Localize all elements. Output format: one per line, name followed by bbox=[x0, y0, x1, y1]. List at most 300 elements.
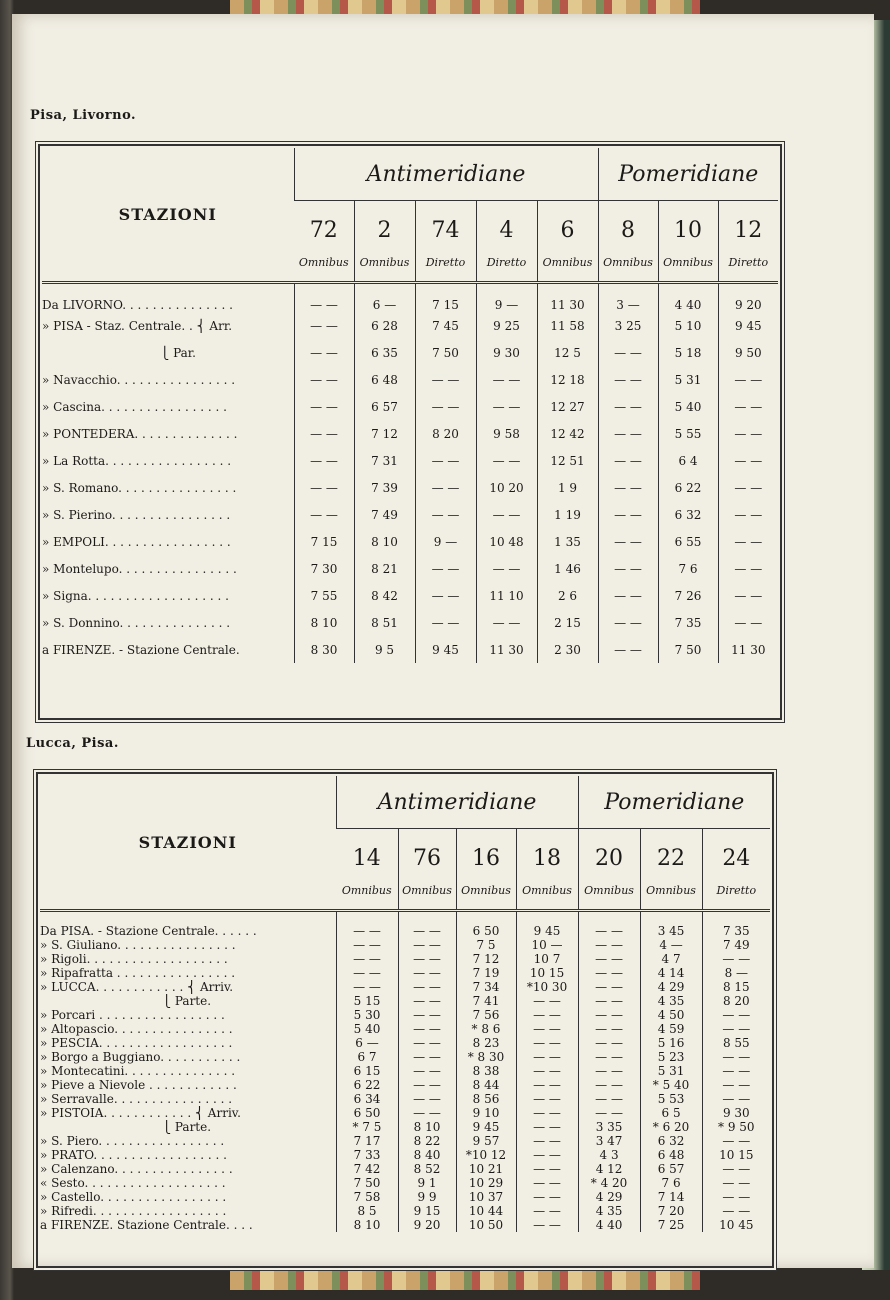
table-row bbox=[42, 283, 778, 313]
time-cell: 4 35 bbox=[578, 1204, 640, 1218]
time-cell: 8 55 bbox=[702, 1036, 770, 1050]
time-cell: — — bbox=[415, 501, 476, 528]
time-cell: 7 50 bbox=[336, 1176, 398, 1190]
table-row bbox=[42, 339, 778, 366]
time-cell: 4 40 bbox=[658, 283, 718, 313]
time-cell: — — bbox=[516, 1022, 578, 1036]
time-cell: 9 10 bbox=[456, 1106, 516, 1120]
train-type: Omnibus bbox=[658, 243, 718, 283]
time-cell: 6 32 bbox=[640, 1134, 702, 1148]
table-row bbox=[42, 447, 778, 474]
time-cell: — — bbox=[476, 447, 537, 474]
time-cell: 10 15 bbox=[516, 966, 578, 980]
time-cell: — — bbox=[718, 366, 778, 393]
time-cell: 7 6 bbox=[658, 555, 718, 582]
station-name: ⎩ Parte. bbox=[40, 1120, 212, 1134]
time-cell: — — bbox=[702, 1050, 770, 1064]
time-cell: 8 21 bbox=[354, 555, 415, 582]
time-cell: — — bbox=[415, 582, 476, 609]
time-cell: 6 55 bbox=[658, 528, 718, 555]
train-number: 14 bbox=[352, 846, 381, 871]
station-name: ⎩ Par. bbox=[42, 345, 196, 360]
time-cell: 9 25 bbox=[476, 312, 537, 339]
time-cell: — — bbox=[516, 1106, 578, 1120]
table-row bbox=[42, 393, 778, 420]
time-cell: 4 40 bbox=[578, 1218, 640, 1232]
time-cell: 8 10 bbox=[336, 1218, 398, 1232]
table-row bbox=[40, 1162, 770, 1176]
time-cell: 10 45 bbox=[702, 1218, 770, 1232]
station-name: » Rifredi. . . . . . . . . . . . . . . . . . bbox=[40, 1204, 227, 1218]
time-cell: — — bbox=[398, 1064, 456, 1078]
time-cell: — — bbox=[398, 994, 456, 1008]
marbled-edge-bottom bbox=[230, 1270, 700, 1290]
time-cell: 4 35 bbox=[640, 994, 702, 1008]
time-cell: — — bbox=[398, 1092, 456, 1106]
time-cell: * 8 6 bbox=[456, 1022, 516, 1036]
table-row bbox=[42, 501, 778, 528]
table-row bbox=[42, 555, 778, 582]
time-cell: — — bbox=[702, 1190, 770, 1204]
time-cell: 5 55 bbox=[658, 420, 718, 447]
time-cell: 8 20 bbox=[415, 420, 476, 447]
time-cell: — — bbox=[718, 474, 778, 501]
time-cell: — — bbox=[516, 1218, 578, 1232]
time-cell: 7 33 bbox=[336, 1148, 398, 1162]
time-cell: 5 16 bbox=[640, 1036, 702, 1050]
table-row bbox=[42, 474, 778, 501]
station-name: » Navacchio. . . . . . . . . . . . . . . . bbox=[42, 372, 236, 387]
time-cell: — — bbox=[294, 474, 354, 501]
train-type: Diretto bbox=[718, 243, 778, 283]
time-cell: 10 37 bbox=[456, 1190, 516, 1204]
time-cell: 1 35 bbox=[537, 528, 598, 555]
time-cell: 9 57 bbox=[456, 1134, 516, 1148]
time-cell: — — bbox=[398, 1008, 456, 1022]
time-cell: — — bbox=[578, 938, 640, 952]
time-cell: 6 57 bbox=[640, 1162, 702, 1176]
time-cell: — — bbox=[718, 420, 778, 447]
station-name: » S. Giuliano. . . . . . . . . . . . . . . . bbox=[40, 938, 236, 952]
time-cell: — — bbox=[598, 339, 658, 366]
station-name: » Signa. . . . . . . . . . . . . . . . . . . bbox=[42, 588, 229, 603]
table-row bbox=[42, 366, 778, 393]
train-number: 76 bbox=[398, 829, 456, 872]
time-cell: — — bbox=[578, 994, 640, 1008]
time-cell: — — bbox=[294, 420, 354, 447]
time-cell: 11 30 bbox=[476, 636, 537, 663]
station-name: » PISTOIA. . . . . . . . . . . . ⎨ Arriv. bbox=[40, 1106, 241, 1120]
time-cell: 10 7 bbox=[516, 952, 578, 966]
time-cell: 9 58 bbox=[476, 420, 537, 447]
station-name: » Rigoli. . . . . . . . . . . . . . . . . . . bbox=[40, 952, 228, 966]
train-number: 18 bbox=[516, 829, 578, 872]
station-name: » S. Pierino. . . . . . . . . . . . . . . . bbox=[42, 507, 231, 522]
time-cell: 9 20 bbox=[718, 283, 778, 313]
time-cell: 7 14 bbox=[640, 1190, 702, 1204]
time-cell: 5 30 bbox=[336, 1008, 398, 1022]
time-cell: — — bbox=[516, 1176, 578, 1190]
time-cell: 6 7 bbox=[336, 1050, 398, 1064]
marbled-edge-top bbox=[230, 0, 700, 14]
time-cell: — — bbox=[598, 366, 658, 393]
time-cell: — — bbox=[336, 938, 398, 952]
time-cell: — — bbox=[415, 474, 476, 501]
time-cell: * 4 20 bbox=[578, 1176, 640, 1190]
timetable-lucca-pisa bbox=[40, 776, 770, 1232]
time-cell: — — bbox=[718, 528, 778, 555]
time-cell: — — bbox=[702, 1078, 770, 1092]
time-cell: 4 50 bbox=[640, 1008, 702, 1022]
time-cell: — — bbox=[415, 447, 476, 474]
time-cell: 8 56 bbox=[456, 1092, 516, 1106]
station-name: » S. Romano. . . . . . . . . . . . . . . . bbox=[42, 480, 237, 495]
time-cell: * 7 5 bbox=[336, 1120, 398, 1134]
time-cell: 10 44 bbox=[456, 1204, 516, 1218]
time-cell: — — bbox=[336, 911, 398, 939]
time-cell: 7 39 bbox=[354, 474, 415, 501]
time-cell: 2 6 bbox=[537, 582, 598, 609]
time-cell: 8 15 bbox=[702, 980, 770, 994]
time-cell: 2 15 bbox=[537, 609, 598, 636]
time-cell: 7 12 bbox=[354, 420, 415, 447]
time-cell: 9 9 bbox=[398, 1190, 456, 1204]
time-cell: 9 30 bbox=[702, 1106, 770, 1120]
time-cell: — — bbox=[398, 938, 456, 952]
time-cell: 6 50 bbox=[336, 1106, 398, 1120]
time-cell: 5 40 bbox=[336, 1022, 398, 1036]
time-cell: — — bbox=[702, 1176, 770, 1190]
table-row bbox=[40, 1064, 770, 1078]
time-cell: 8 — bbox=[702, 966, 770, 980]
time-cell: — — bbox=[516, 1148, 578, 1162]
time-cell: * 6 20 bbox=[640, 1120, 702, 1134]
time-cell: — — bbox=[718, 501, 778, 528]
time-cell: 6 — bbox=[354, 283, 415, 313]
time-cell: 5 18 bbox=[658, 339, 718, 366]
time-cell: * 9 50 bbox=[702, 1120, 770, 1134]
time-cell: — — bbox=[702, 1204, 770, 1218]
time-cell: 10 — bbox=[516, 938, 578, 952]
time-cell: 10 20 bbox=[476, 474, 537, 501]
time-cell: — — bbox=[718, 393, 778, 420]
time-cell: 3 35 bbox=[578, 1120, 640, 1134]
time-cell: — — bbox=[702, 1022, 770, 1036]
time-cell: 1 46 bbox=[537, 555, 598, 582]
train-number: 8 bbox=[598, 201, 658, 244]
train-type: Omnibus bbox=[456, 871, 516, 911]
time-cell: — — bbox=[578, 980, 640, 994]
time-cell: 7 31 bbox=[354, 447, 415, 474]
time-cell: 10 29 bbox=[456, 1176, 516, 1190]
time-cell: 9 45 bbox=[415, 636, 476, 663]
time-cell: 7 45 bbox=[415, 312, 476, 339]
period-antimeridiane: Antimeridiane bbox=[294, 148, 598, 201]
station-name: Da LIVORNO. . . . . . . . . . . . . . . bbox=[42, 298, 233, 312]
time-cell: 11 58 bbox=[537, 312, 598, 339]
time-cell: 10 15 bbox=[702, 1148, 770, 1162]
station-name: » EMPOLI. . . . . . . . . . . . . . . . . bbox=[42, 534, 231, 549]
time-cell: 6 35 bbox=[354, 339, 415, 366]
train-number: 12 bbox=[718, 201, 778, 244]
time-cell: — — bbox=[718, 555, 778, 582]
table-row bbox=[40, 994, 770, 1008]
time-cell: 7 58 bbox=[336, 1190, 398, 1204]
station-name: » Borgo a Buggiano. . . . . . . . . . . bbox=[40, 1050, 241, 1064]
time-cell: 4 7 bbox=[640, 952, 702, 966]
time-cell: 5 40 bbox=[658, 393, 718, 420]
time-cell: 9 30 bbox=[476, 339, 537, 366]
time-cell: — — bbox=[516, 1204, 578, 1218]
time-cell: — — bbox=[336, 980, 398, 994]
time-cell: 12 5 bbox=[537, 339, 598, 366]
time-cell: — — bbox=[598, 528, 658, 555]
time-cell: 3 — bbox=[598, 283, 658, 313]
time-cell: — — bbox=[294, 393, 354, 420]
time-cell: — — bbox=[598, 582, 658, 609]
table-row bbox=[40, 980, 770, 994]
time-cell: 7 30 bbox=[294, 555, 354, 582]
train-number: 16 bbox=[456, 829, 516, 872]
time-cell: 8 44 bbox=[456, 1078, 516, 1092]
time-cell: 8 10 bbox=[294, 609, 354, 636]
stazioni-header: STAZIONI bbox=[42, 148, 294, 283]
table-row bbox=[40, 952, 770, 966]
station-name: » Castello. . . . . . . . . . . . . . . . . bbox=[40, 1190, 227, 1204]
time-cell: 3 47 bbox=[578, 1134, 640, 1148]
time-cell: 9 — bbox=[476, 283, 537, 313]
train-number: 10 bbox=[658, 201, 718, 244]
time-cell: 10 48 bbox=[476, 528, 537, 555]
time-cell: * 8 30 bbox=[456, 1050, 516, 1064]
period-antimeridiane: Antimeridiane bbox=[336, 776, 578, 829]
time-cell: — — bbox=[476, 555, 537, 582]
time-cell: 7 50 bbox=[415, 339, 476, 366]
time-cell: — — bbox=[294, 366, 354, 393]
time-cell: — — bbox=[294, 447, 354, 474]
time-cell: — — bbox=[415, 609, 476, 636]
time-cell: — — bbox=[516, 1008, 578, 1022]
time-cell: — — bbox=[702, 1162, 770, 1176]
station-name: » Porcari . . . . . . . . . . . . . . . . . bbox=[40, 1008, 225, 1022]
train-type: Diretto bbox=[702, 871, 770, 911]
time-cell: 8 38 bbox=[456, 1064, 516, 1078]
time-cell: 10 21 bbox=[456, 1162, 516, 1176]
time-cell: 7 41 bbox=[456, 994, 516, 1008]
time-cell: 7 26 bbox=[658, 582, 718, 609]
time-cell: — — bbox=[598, 474, 658, 501]
time-cell: — — bbox=[398, 1050, 456, 1064]
time-cell: 11 10 bbox=[476, 582, 537, 609]
time-cell: — — bbox=[336, 966, 398, 980]
time-cell: *10 30 bbox=[516, 980, 578, 994]
train-number: 6 bbox=[537, 201, 598, 244]
table-row bbox=[40, 1218, 770, 1232]
station-name: » PRATO. . . . . . . . . . . . . . . . . . bbox=[40, 1148, 227, 1162]
time-cell: — — bbox=[702, 1134, 770, 1148]
time-cell: 6 — bbox=[336, 1036, 398, 1050]
time-cell: — — bbox=[702, 1064, 770, 1078]
train-type: Diretto bbox=[476, 243, 537, 283]
time-cell: 7 6 bbox=[640, 1176, 702, 1190]
time-cell: 9 — bbox=[415, 528, 476, 555]
station-name: a FIRENZE. - Stazione Centrale. bbox=[42, 642, 240, 657]
time-cell: 7 5 bbox=[456, 938, 516, 952]
time-cell: — — bbox=[578, 1008, 640, 1022]
train-type: Omnibus bbox=[516, 871, 578, 911]
station-name: » Ripafratta . . . . . . . . . . . . . . . . bbox=[40, 966, 236, 980]
timetable-page bbox=[12, 14, 874, 1268]
time-cell: — — bbox=[516, 1036, 578, 1050]
time-cell: — — bbox=[398, 911, 456, 939]
table-row bbox=[40, 1134, 770, 1148]
time-cell: — — bbox=[578, 952, 640, 966]
time-cell: 7 49 bbox=[354, 501, 415, 528]
time-cell: 6 32 bbox=[658, 501, 718, 528]
table-row bbox=[40, 1050, 770, 1064]
time-cell: 7 34 bbox=[456, 980, 516, 994]
time-cell: 6 28 bbox=[354, 312, 415, 339]
time-cell: 6 50 bbox=[456, 911, 516, 939]
time-cell: 6 34 bbox=[336, 1092, 398, 1106]
time-cell: 4 29 bbox=[640, 980, 702, 994]
table-row bbox=[42, 582, 778, 609]
table-row bbox=[42, 420, 778, 447]
table-row bbox=[40, 938, 770, 952]
table-row bbox=[40, 1022, 770, 1036]
station-name: a FIRENZE. Stazione Centrale. . . . bbox=[40, 1218, 253, 1232]
time-cell: 7 49 bbox=[702, 938, 770, 952]
time-cell: 7 25 bbox=[640, 1218, 702, 1232]
time-cell: — — bbox=[476, 366, 537, 393]
time-cell: — — bbox=[598, 420, 658, 447]
time-cell: — — bbox=[578, 966, 640, 980]
train-type: Omnibus bbox=[398, 871, 456, 911]
time-cell: 9 1 bbox=[398, 1176, 456, 1190]
time-cell: — — bbox=[476, 393, 537, 420]
time-cell: — — bbox=[516, 1064, 578, 1078]
time-cell: — — bbox=[398, 1022, 456, 1036]
train-number: 22 bbox=[640, 829, 702, 872]
table-row bbox=[40, 1092, 770, 1106]
time-cell: 9 45 bbox=[456, 1120, 516, 1134]
time-cell: 7 35 bbox=[702, 911, 770, 939]
table-row bbox=[40, 1204, 770, 1218]
station-name: » S. Piero. . . . . . . . . . . . . . . . . bbox=[40, 1134, 225, 1148]
station-name: » Pieve a Nievole . . . . . . . . . . . . bbox=[40, 1078, 237, 1092]
train-number: 20 bbox=[578, 829, 640, 872]
table-row bbox=[40, 1106, 770, 1120]
table-row bbox=[40, 1176, 770, 1190]
train-type: Omnibus bbox=[336, 871, 398, 911]
time-cell: 8 10 bbox=[354, 528, 415, 555]
time-cell: 3 45 bbox=[640, 911, 702, 939]
time-cell: — — bbox=[598, 609, 658, 636]
table-row bbox=[42, 636, 778, 663]
time-cell: 8 51 bbox=[354, 609, 415, 636]
time-cell: 11 30 bbox=[718, 636, 778, 663]
time-cell: 7 17 bbox=[336, 1134, 398, 1148]
time-cell: — — bbox=[598, 555, 658, 582]
time-cell: — — bbox=[294, 283, 354, 313]
time-cell: — — bbox=[578, 1036, 640, 1050]
time-cell: — — bbox=[578, 1078, 640, 1092]
time-cell: 7 42 bbox=[336, 1162, 398, 1176]
time-cell: 8 52 bbox=[398, 1162, 456, 1176]
time-cell: 10 50 bbox=[456, 1218, 516, 1232]
time-cell: 5 53 bbox=[640, 1092, 702, 1106]
time-cell: 4 3 bbox=[578, 1148, 640, 1162]
train-type: Omnibus bbox=[354, 243, 415, 283]
train-type: Omnibus bbox=[578, 871, 640, 911]
time-cell: — — bbox=[398, 1036, 456, 1050]
time-cell: 11 30 bbox=[537, 283, 598, 313]
time-cell: 6 22 bbox=[658, 474, 718, 501]
time-cell: — — bbox=[415, 366, 476, 393]
station-name: » LUCCA. . . . . . . . . . . . ⎨ Arriv. bbox=[40, 980, 234, 994]
time-cell: 4 14 bbox=[640, 966, 702, 980]
time-cell: — — bbox=[516, 1120, 578, 1134]
table-row bbox=[40, 911, 770, 939]
time-cell: — — bbox=[516, 994, 578, 1008]
time-cell: 9 15 bbox=[398, 1204, 456, 1218]
time-cell: 5 23 bbox=[640, 1050, 702, 1064]
time-cell: — — bbox=[415, 555, 476, 582]
time-cell: — — bbox=[718, 609, 778, 636]
time-cell: — — bbox=[578, 1022, 640, 1036]
route-title-lucca-pisa: Lucca, Pisa. bbox=[26, 736, 119, 751]
time-cell: 4 — bbox=[640, 938, 702, 952]
time-cell: 7 15 bbox=[415, 283, 476, 313]
time-cell: 7 20 bbox=[640, 1204, 702, 1218]
period-pomeridiane: Pomeridiane bbox=[578, 776, 770, 829]
time-cell: — — bbox=[336, 952, 398, 966]
time-cell: — — bbox=[598, 393, 658, 420]
time-cell: 5 31 bbox=[658, 366, 718, 393]
station-name: ⎩ Parte. bbox=[40, 994, 212, 1008]
station-name: » Serravalle. . . . . . . . . . . . . . . . bbox=[40, 1092, 233, 1106]
time-cell: 3 25 bbox=[598, 312, 658, 339]
time-cell: 8 20 bbox=[702, 994, 770, 1008]
time-cell: 6 5 bbox=[640, 1106, 702, 1120]
train-type: Omnibus bbox=[598, 243, 658, 283]
time-cell: — — bbox=[476, 609, 537, 636]
time-cell: 1 19 bbox=[537, 501, 598, 528]
time-cell: 6 57 bbox=[354, 393, 415, 420]
time-cell: 6 48 bbox=[354, 366, 415, 393]
time-cell: 4 12 bbox=[578, 1162, 640, 1176]
time-cell: — — bbox=[578, 1106, 640, 1120]
stazioni-header: STAZIONI bbox=[40, 776, 336, 911]
time-cell: — — bbox=[598, 636, 658, 663]
time-cell: — — bbox=[398, 966, 456, 980]
period-pomeridiane: Pomeridiane bbox=[598, 148, 778, 201]
time-cell: — — bbox=[718, 447, 778, 474]
time-cell: — — bbox=[516, 1162, 578, 1176]
time-cell: — — bbox=[578, 911, 640, 939]
station-name: » PISA - Staz. Centrale. . ⎨ Arr. bbox=[42, 318, 233, 333]
time-cell: 7 50 bbox=[658, 636, 718, 663]
station-name: » Montelupo. . . . . . . . . . . . . . . . bbox=[42, 561, 237, 576]
time-cell: 5 31 bbox=[640, 1064, 702, 1078]
time-cell: 6 15 bbox=[336, 1064, 398, 1078]
station-name: « Sesto. . . . . . . . . . . . . . . . . . . bbox=[40, 1176, 226, 1190]
time-cell: — — bbox=[598, 447, 658, 474]
table-row bbox=[40, 1120, 770, 1134]
time-cell: — — bbox=[294, 312, 354, 339]
time-cell: 6 4 bbox=[658, 447, 718, 474]
station-name: » Montecatini. . . . . . . . . . . . . . . bbox=[40, 1064, 236, 1078]
